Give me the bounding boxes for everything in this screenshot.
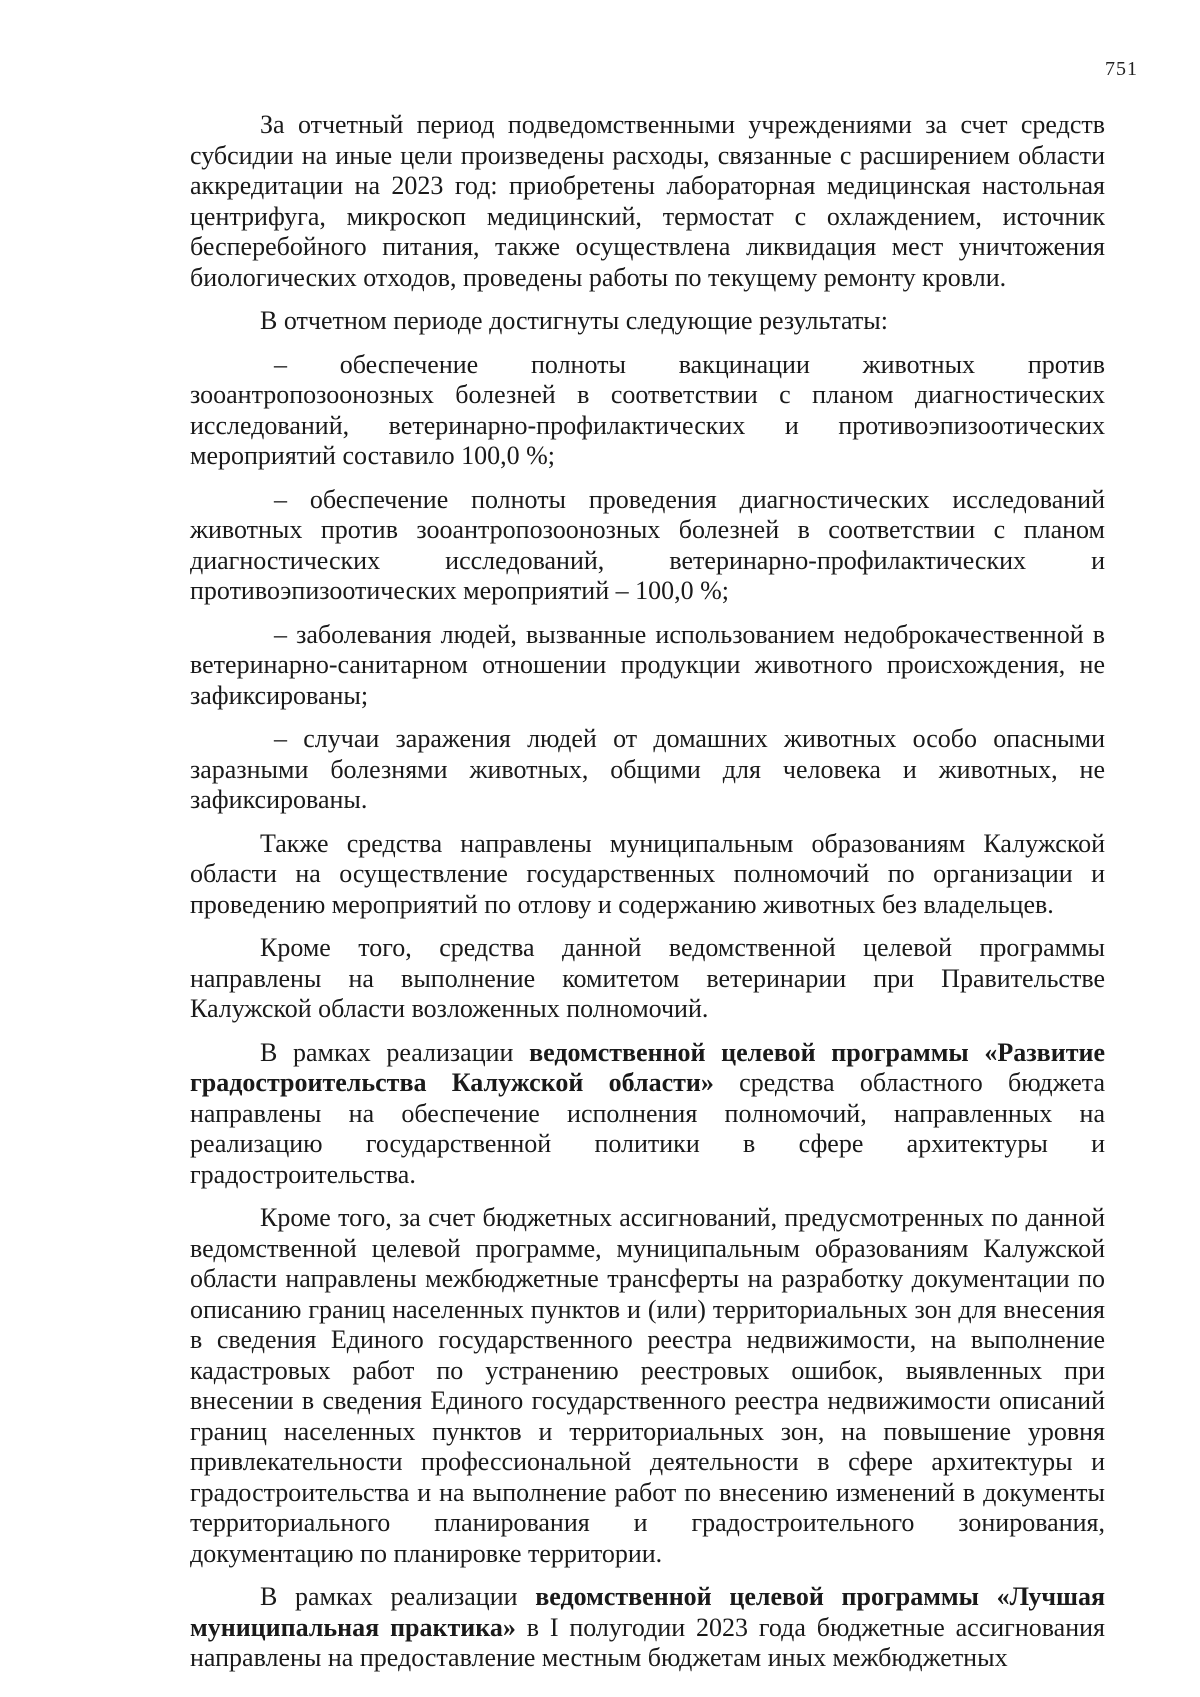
program-name-bold: ведомственной целевой программы «Развитие градостроительства Калужской области» [190,1037,1105,1097]
text-run: в I полугодии 2023 года бюджетные ассигнования направлены на предоставление местным бюджетам иных межбюджетных [190,1612,1105,1672]
paragraph-results-intro: В отчетном периоде достигнуты следующие результаты: [260,306,888,335]
list-item-diseases: – заболевания людей, вызванные использованием недоброкачественной в ветеринарно-санитарном отношении продукции животного происхождения, не зафиксированы; [190,619,1105,710]
text-run: средства областного бюджета направлены на обеспечение исполнения полномочий, направленных на реализацию государственной политики в сфере архитектуры и градостроительства. [190,1068,1105,1189]
list-item-diagnostics: – обеспечение полноты проведения диагностических исследований животных против зооантропозоонозных болезней в соответствии с планом диагностических исследований, ветеринарно-профилактических и противоэпизоотических мероприятий – 100,0 %; [190,484,1105,605]
text-run: В рамках реализации [260,1582,536,1611]
paragraph-urban-planning [190,1038,1105,1191]
paragraph-subsidy-expenses: За отчетный период подведомственными учреждениями за счет средств субсидии на иные цели произведены расходы, связанные с расширением области аккредитации на 2023 год: приобретены лабораторная медицинская настольная центрифуга, микроскоп медицинский, термостат с охлаждением, источник бесперебойного питания, также осуществлена ликвидация мест уничтожения биологических отходов, проведены работы по текущему ремонту кровли. [190,110,1105,292]
paragraph-animal-capture: Также средства направлены муниципальным образованиям Калужской области на осуществление государственных полномочий по организации и проведению мероприятий по отлову и содержанию животных без владельцев. [190,828,1105,919]
document-body [190,110,1105,1687]
paragraph-vet-committee: Кроме того, средства данной ведомственной целевой программы направлены на выполнение комитетом ветеринарии при Правительстве Калужской области возложенных полномочий. [190,933,1105,1023]
text-run: В рамках реализации [260,1037,530,1067]
program-name-bold: ведомственной целевой программы «Лучшая муниципальная практика» [190,1582,1106,1642]
list-item-infections: – случаи заражения людей от домашних животных особо опасными заразными болезнями животных, общими для человека и животных, не зафиксированы. [190,724,1105,814]
list-item-vaccination: – обеспечение полноты вакцинации животных против зооантропозоонозных болезней в соответствии с планом диагностических исследований, ветеринарно-профилактических и противоэпизоотических мероприятий составило 100,0 %; [190,349,1105,470]
page-number: 751 [1105,58,1138,80]
paragraph-transfers: Кроме того, за счет бюджетных ассигнований, предусмотренных по данной ведомственной целевой программе, муниципальным образованиям Калужской области направлены межбюджетные трансферты на разработку документации по описанию границ населенных пунктов и (или) территориальных зон для внесения в сведения Единого государственного реестра недвижимости, на выполнение кадастровых работ по устранению реестровых ошибок, выявленных при внесении в сведения Единого государственного реестра недвижимости описаний границ населенных пунктов и территориальных зон, на повышение уровня привлекательности профессиональной деятельности в сфере архитектуры и градостроительства и на выполнение работ по внесению изменений в документы территориального планирования и градостроительного зонирования, документацию по планировке территории. [190,1203,1105,1568]
paragraph-best-practice [190,1582,1105,1674]
